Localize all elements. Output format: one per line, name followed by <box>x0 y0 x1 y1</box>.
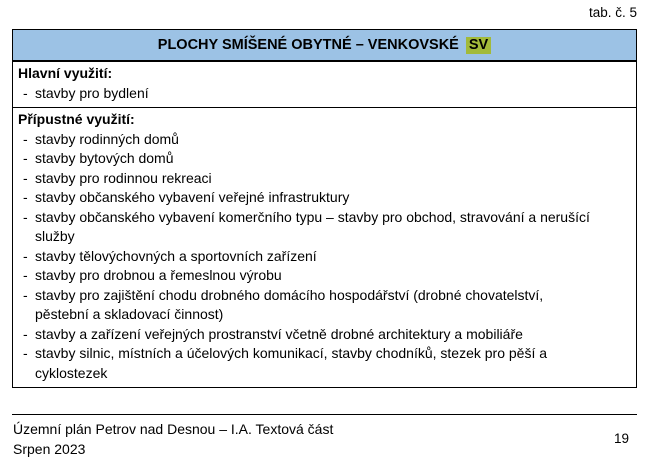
list-item <box>18 344 631 383</box>
list-item <box>18 130 631 150</box>
zoning-table <box>12 29 637 388</box>
footer-date: Srpen 2023 <box>13 441 86 457</box>
list-item <box>18 84 631 104</box>
list-item <box>18 266 631 286</box>
list-item <box>18 188 631 208</box>
section-heading: Přípustné využití: <box>18 111 135 127</box>
list-item <box>18 247 631 267</box>
list-item-text: stavby pro drobnou a řemeslnou výrobu <box>35 267 282 283</box>
list-item <box>18 325 631 345</box>
bullet-dash: - <box>23 247 28 264</box>
table-caption: tab. č. 5 <box>588 5 637 20</box>
table-title: PLOCHY SMÍŠENÉ OBYTNÉ – VENKOVSKÉ <box>157 37 459 53</box>
list-item-text: stavby a zařízení veřejných prostranství včetně drobné architektury a mobiliáře <box>35 325 523 342</box>
document-footer <box>13 419 333 459</box>
list-item <box>18 169 631 189</box>
page-number: 19 <box>613 431 629 446</box>
section-main-use <box>13 62 636 107</box>
footer-title: Územní plán Petrov nad Desnou – I.A. Textová část <box>13 421 334 437</box>
zone-code-badge: SV <box>466 37 491 54</box>
bullet-dash: - <box>23 130 28 147</box>
footer-divider <box>12 414 637 415</box>
list-item-text: stavby rodinných domů <box>35 130 179 147</box>
bullet-dash: - <box>23 84 28 101</box>
list-item-text: stavby pro zajištění chodu drobného domácího hospodářství (drobné chovatelství, pěstební a skladovací činnost) <box>35 286 544 322</box>
list-item-text: stavby silnic, místních a účelových komunikací, stavby chodníků, stezek pro pěší a cyklostezek <box>35 345 548 381</box>
bullet-dash: - <box>23 286 28 303</box>
list-item-text: stavby občanského vybavení veřejné infrastruktury <box>35 189 350 205</box>
list-item <box>18 208 631 247</box>
list-item-text: stavby pro bydlení <box>35 84 149 101</box>
bullet-dash: - <box>23 267 28 283</box>
bullet-dash: - <box>23 345 28 361</box>
bullet-dash: - <box>23 169 28 186</box>
bullet-dash: - <box>23 325 28 342</box>
table-title-row <box>13 30 636 62</box>
list-item-text: stavby pro rodinnou rekreaci <box>35 169 212 186</box>
list-item <box>18 286 631 325</box>
section-permissible-use <box>13 107 636 387</box>
bullet-dash: - <box>23 189 28 205</box>
list-item-text: stavby tělovýchovných a sportovních zařízení <box>35 247 317 264</box>
section-heading: Hlavní využití: <box>18 65 113 81</box>
bullet-dash: - <box>23 208 28 225</box>
bullet-dash: - <box>23 150 28 166</box>
list-item <box>18 149 631 169</box>
list-item-text: stavby občanského vybavení komerčního typu – stavby pro obchod, stravování a nerušící služby <box>35 208 590 244</box>
list-item-text: stavby bytových domů <box>35 150 174 166</box>
